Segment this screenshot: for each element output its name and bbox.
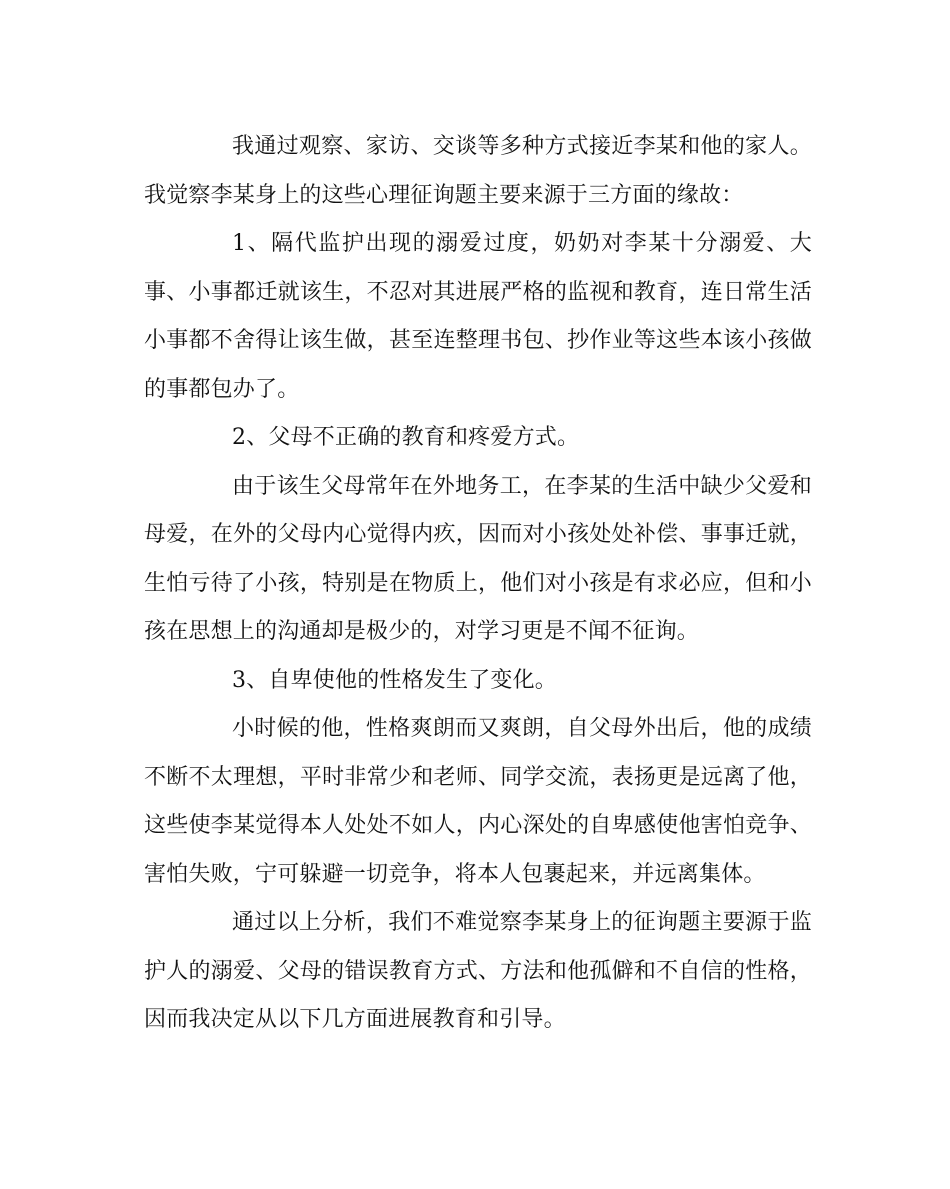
document-body <box>144 123 812 1045</box>
paragraph-intro: 我通过观察、家访、交谈等多种方式接近李某和他的家人。我觉察李某身上的这些心理征询题主要来源于三方面的缘故： <box>144 134 812 208</box>
paragraph-reason-3-heading: 3、自卑使他的性格发生了变化。 <box>232 667 557 693</box>
paragraph-conclusion: 通过以上分析，我们不难觉察李某身上的征询题主要源于监护人的溺爱、父母的错误教育方式、方法和他孤僻和不自信的性格，因而我决定从以下几方面进展教育和引导。 <box>144 910 812 1032</box>
paragraph-reason-2-detail: 由于该生父母常年在外地务工，在李某的生活中缺少父爱和母爱，在外的父母内心觉得内疚，因而对小孩处处补偿、事事迁就，生怕亏待了小孩，特别是在物质上，他们对小孩是有求必应，但和小孩在思想上的沟通却是极少的，对学习更是不闻不征询。 <box>144 473 812 644</box>
paragraph-reason-2-heading: 2、父母不正确的教育和疼爱方式。 <box>232 425 580 450</box>
paragraph-reason-3-detail: 小时候的他，性格爽朗而又爽朗，自父母外出后，他的成绩不断不太理想，平时非常少和老师、同学交流，表扬更是远离了他，这些使李某觉得本人处处不如人，内心深处的自卑感使他害怕竞争、害怕失败，宁可躲避一切竞争，将本人包裹起来，并远离集体。 <box>144 716 812 887</box>
paragraph-reason-1: 1、隔代监护出现的溺爱过度，奶奶对李某十分溺爱、大事、小事都迁就该生，不忍对其进展严格的监视和教育，连日常生活小事都不舍得让该生做，甚至连整理书包、抄作业等这些本该小孩做的事都包办了。 <box>144 231 812 402</box>
